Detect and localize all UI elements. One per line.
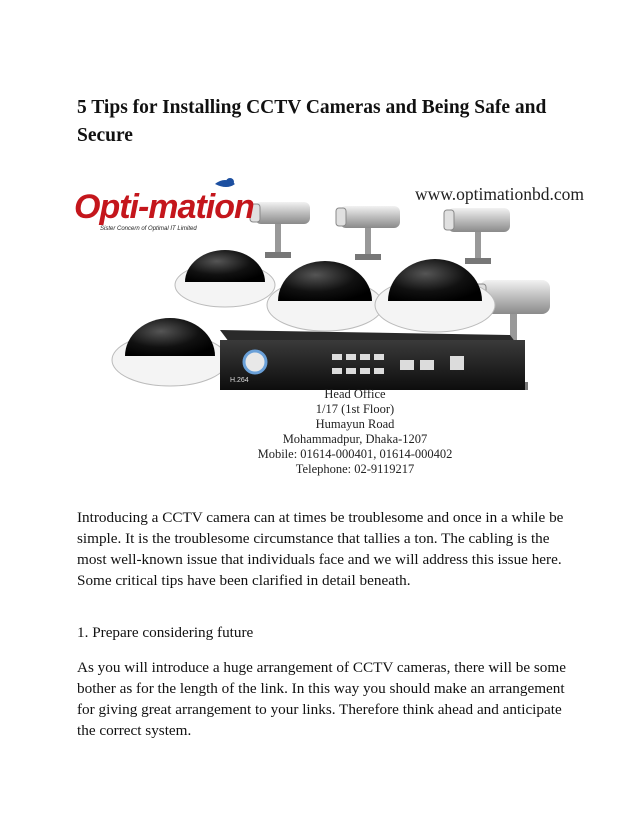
- office-line: Head Office: [324, 387, 386, 401]
- office-line: Humayun Road: [315, 417, 395, 431]
- cctv-product-image: [70, 170, 600, 480]
- dvr-recorder-icon: [220, 330, 525, 390]
- dome-camera-icon: [112, 318, 228, 386]
- bullet-camera-icon: [250, 202, 310, 258]
- article-title: 5 Tips for Installing CCTV Cameras and Being Safe and Secure: [77, 97, 547, 146]
- dome-camera-icon: [175, 250, 275, 307]
- website-url: www.optimationbd.com: [415, 184, 584, 204]
- logo-swoosh-icon: [215, 178, 235, 187]
- tip-heading: 1. Prepare considering future: [77, 624, 254, 641]
- dome-camera-icon: [375, 259, 495, 332]
- dome-camera-icon: [267, 261, 383, 331]
- office-line: Telephone: 02-9119217: [295, 462, 415, 476]
- office-line: 1/17 (1st Floor): [315, 402, 395, 416]
- intro-paragraph: Introducing a CCTV camera can at times be troublesome and once in a while be simple. It is the troublesome circumstance that tallies a ton. The cabling is the most well-known issue that individuals face and we will address this issue here. Some critical tips have been clarified in detail beneath.: [77, 509, 564, 589]
- bullet-camera-icon: [444, 208, 510, 264]
- tip-paragraph: As you will introduce a huge arrangement of CCTV cameras, there will be some bother as for the length of the link. In this way you should make an arrangement for giving great arrangement to your links. Therefore think ahead and anticipate the correct system.: [77, 659, 566, 739]
- bullet-camera-icon: [336, 206, 400, 260]
- company-logo: Opti-mation: [74, 188, 254, 226]
- company-logo-tagline: Sister Concern of Optimal IT Limited: [100, 226, 197, 232]
- dvr-model-label: H.264: [230, 377, 249, 384]
- office-line: Mobile: 01614-000401, 01614-000402: [257, 447, 453, 461]
- office-address: [220, 387, 490, 477]
- office-line: Mohammadpur, Dhaka-1207: [282, 432, 428, 446]
